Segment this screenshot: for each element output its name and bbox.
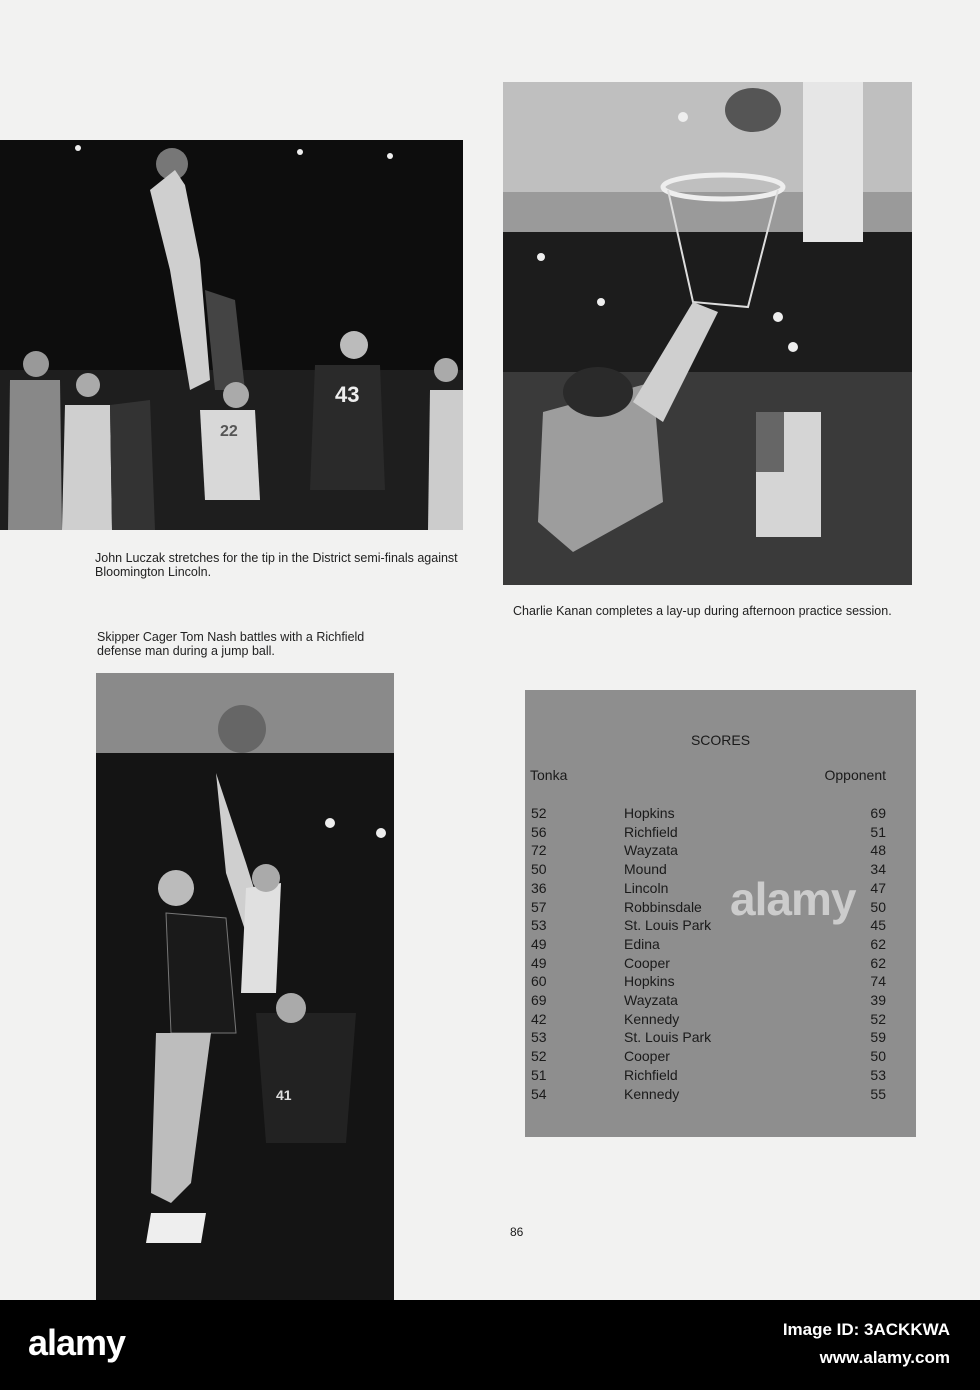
- opponent-name: Cooper: [624, 1048, 670, 1065]
- alamy-logo: alamy: [28, 1322, 126, 1363]
- score-row: [525, 917, 916, 936]
- opponent-score: 53: [870, 1066, 886, 1083]
- opponent-name: Lincoln: [624, 879, 669, 896]
- page-number: 86: [510, 1225, 524, 1239]
- opponent-score: 62: [870, 935, 886, 952]
- opponent-name: St. Louis Park: [624, 1029, 712, 1046]
- col-header-opponent: Opponent: [824, 767, 886, 783]
- photo-luczak-art: [0, 140, 463, 530]
- tonka-score: 53: [531, 1029, 547, 1046]
- opponent-name: Kennedy: [624, 1085, 680, 1102]
- score-row: [525, 1011, 916, 1030]
- opponent-score: 34: [870, 861, 886, 878]
- opponent-score: 74: [870, 973, 886, 990]
- score-row: [525, 936, 916, 955]
- score-row: [525, 1086, 916, 1105]
- opponent-name: Kennedy: [624, 1010, 680, 1027]
- tonka-score: 52: [531, 1048, 547, 1065]
- score-row: [525, 899, 916, 918]
- opponent-name: Cooper: [624, 954, 670, 971]
- opponent-name: Hopkins: [624, 973, 675, 990]
- opponent-name: Wayzata: [624, 842, 678, 859]
- score-row: [525, 973, 916, 992]
- tonka-score: 60: [531, 973, 547, 990]
- tonka-score: 36: [531, 879, 547, 896]
- opponent-name: Mound: [624, 861, 667, 878]
- tonka-score: 51: [531, 1066, 547, 1083]
- jersey-43: 43: [335, 382, 360, 407]
- opponent-name: Wayzata: [624, 992, 678, 1008]
- tonka-score: 72: [531, 842, 547, 859]
- tonka-score: 54: [531, 1085, 547, 1102]
- tonka-score: 49: [531, 935, 547, 952]
- tonka-score: 57: [531, 898, 547, 915]
- photo-kanan-art: [503, 82, 912, 585]
- opponent-score: 69: [870, 805, 886, 821]
- score-row: [525, 861, 916, 880]
- score-row: [525, 824, 916, 843]
- score-row: [525, 880, 916, 899]
- photo-nash-jumpball: [96, 673, 394, 1300]
- tonka-score: 50: [531, 861, 547, 878]
- opponent-score: 62: [870, 954, 886, 971]
- opponent-score: 48: [870, 842, 886, 859]
- jersey-22: 22: [220, 423, 238, 440]
- opponent-name: Richfield: [624, 1066, 678, 1083]
- opponent-score: 50: [870, 898, 886, 915]
- tonka-score: 56: [531, 823, 547, 840]
- opponent-score: 55: [870, 1085, 886, 1102]
- photo-luczak-tip: [0, 140, 463, 530]
- opponent-score: 52: [870, 1010, 886, 1027]
- score-row: [525, 1048, 916, 1067]
- scores-title: SCORES: [690, 732, 751, 748]
- caption-nash: Skipper Cager Tom Nash battles with a Richfield defense man during a jump ball.: [97, 630, 365, 658]
- stock-footer: [0, 1300, 980, 1390]
- photo-nash-art: [96, 673, 394, 1300]
- opponent-score: 45: [870, 917, 886, 934]
- tonka-score: 52: [531, 805, 547, 821]
- score-row: [525, 992, 916, 1011]
- score-row: [525, 955, 916, 974]
- tonka-score: 42: [531, 1010, 547, 1027]
- score-row: [525, 842, 916, 861]
- opponent-score: 59: [870, 1029, 886, 1046]
- opponent-name: Richfield: [624, 823, 678, 840]
- caption-luczak: John Luczak stretches for the tip in the District semi-finals against Bloomington Lincoln.: [95, 551, 458, 579]
- score-row: [525, 805, 916, 824]
- score-row: [525, 1067, 916, 1086]
- photo-kanan-layup: [503, 82, 912, 585]
- opponent-score: 47: [870, 879, 886, 896]
- image-id: Image ID: 3ACKKWA: [782, 1320, 950, 1339]
- tonka-score: 49: [531, 954, 547, 971]
- scores-table: [525, 690, 916, 1137]
- opponent-score: 51: [870, 823, 886, 840]
- opponent-name: Robbinsdale: [624, 898, 702, 915]
- opponent-score: 50: [870, 1048, 886, 1065]
- opponent-name: Edina: [624, 935, 660, 952]
- caption-kanan: Charlie Kanan completes a lay-up during afternoon practice session.: [513, 604, 892, 618]
- tonka-score: 69: [531, 992, 547, 1008]
- opponent-name: Hopkins: [624, 805, 675, 821]
- opponent-name: St. Louis Park: [624, 917, 712, 934]
- footer-url: www.alamy.com: [819, 1348, 950, 1367]
- watermark: alamy: [730, 873, 856, 925]
- tonka-score: 53: [531, 917, 547, 934]
- score-row: [525, 1029, 916, 1048]
- col-header-tonka: Tonka: [530, 767, 568, 783]
- opponent-score: 39: [870, 992, 886, 1008]
- jersey-41: 41: [276, 1087, 292, 1103]
